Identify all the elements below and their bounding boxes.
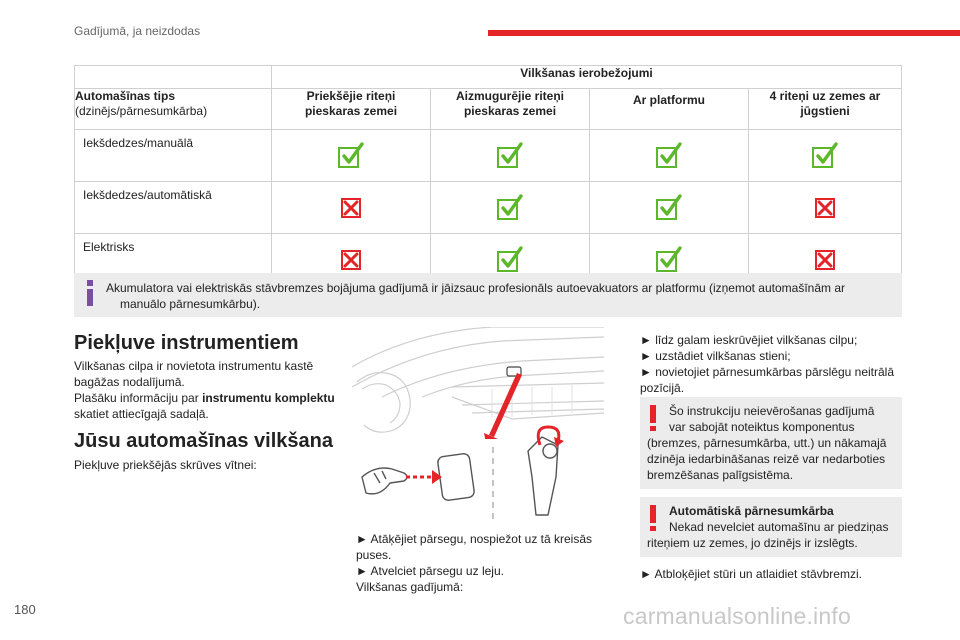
status-cell: [590, 182, 749, 234]
status-cell: [431, 182, 590, 234]
table-body: [75, 130, 902, 286]
table-group-header: Vilkšanas ierobežojumi: [272, 66, 902, 89]
status-cell: [749, 182, 902, 234]
section-tools-text: [74, 358, 344, 422]
text-line: ► Atvelciet pārsegu uz leju.: [356, 564, 504, 578]
tool-kit-emphasis: instrumentu komplektu: [202, 391, 335, 405]
warning-text: [647, 503, 899, 551]
towing-cover-illustration: [352, 327, 604, 525]
check-icon: [337, 142, 365, 170]
text-line: ► uzstādiet vilkšanas stieni;: [640, 349, 791, 363]
info-icon: [86, 280, 94, 306]
row-label: Iekšdedzes/automātiskā: [75, 182, 272, 234]
column-header-front: [272, 89, 431, 130]
status-cell: [272, 182, 431, 234]
table-row: [75, 130, 902, 182]
status-cell: [431, 130, 590, 182]
cross-icon: [337, 194, 365, 222]
status-cell: [272, 130, 431, 182]
text-line: Šo instrukciju neievērošanas gadījumā: [669, 404, 875, 418]
table-group-header-row: [75, 66, 902, 89]
header-accent-bar: [488, 30, 960, 36]
column-header-line: pieskaras zemei: [463, 104, 557, 118]
section-title-tools: Piekļuve instrumentiem: [74, 332, 299, 354]
row-header-subtitle: (dzinējs/pārnesumkārba): [75, 104, 208, 118]
check-icon: [655, 142, 683, 170]
column-header-rear: [431, 89, 590, 130]
text-line: skatiet attiecīgajā sadaļā.: [74, 407, 209, 421]
check-icon: [655, 246, 683, 274]
column-header-platform: [590, 89, 749, 130]
cross-icon: [811, 246, 839, 274]
warning-box-instructions: [640, 397, 902, 489]
row-label: Elektrisks: [75, 234, 272, 286]
status-cell: [590, 130, 749, 182]
section-towing-text: Piekļuve priekšējās skrūves vītnei:: [74, 458, 257, 472]
check-icon: [496, 246, 524, 274]
text-line: ► līdz galam ieskrūvējiet vilkšanas cilpu;: [640, 333, 858, 347]
column-header-line: Priekšējie riteņi: [306, 89, 396, 103]
text-line: (bremzes, pārnesumkārba, utt.) un nākamajā: [647, 436, 887, 450]
check-icon: [811, 142, 839, 170]
check-icon: [496, 194, 524, 222]
row-header-title: Automašīnas tips: [75, 89, 176, 103]
text-line: dzinēja iedarbināšanas reizē var nedarboties: [647, 452, 886, 466]
text-line: pozīcijā.: [640, 381, 685, 395]
warning-title: Automātiskā pārnesumkārba: [669, 504, 834, 518]
text-line: bremzēšanas palīgsistēma.: [647, 468, 794, 482]
check-icon: [496, 142, 524, 170]
text-line: puses.: [356, 548, 392, 562]
running-header: Gadījumā, ja neizdodas: [74, 24, 201, 38]
warning-text: [647, 403, 899, 483]
text-line: Vilkšanas cilpa ir novietota instrumentu kastē: [74, 359, 314, 373]
text-line: ► Atāķējiet pārsegu, nospiežot uz tā kreisās: [356, 532, 593, 546]
table-column-header-row: [75, 89, 902, 130]
column-header-line: 4 riteņi uz zemes ar: [769, 89, 881, 103]
towing-steps: [640, 332, 902, 396]
column-header-towbar: [749, 89, 902, 130]
towing-limits-table: [74, 65, 902, 286]
watermark: carmanualsonline.info: [623, 603, 851, 629]
info-line: manuālo pārnesumkārbu).: [120, 297, 261, 311]
status-cell: [749, 130, 902, 182]
column-header-line: Aizmugurējie riteņi: [455, 89, 565, 103]
page-number: 180: [14, 602, 36, 617]
text-line: Plašāku informāciju par: [74, 391, 203, 405]
final-step: ► Atbloķējiet stūri un atlaidiet stāvbremzi.: [640, 567, 862, 581]
column-header-line: Ar platformu: [633, 93, 705, 107]
warning-box-automatic: [640, 497, 902, 557]
cross-icon: [811, 194, 839, 222]
info-line: Akumulatora vai elektriskās stāvbremzes bojājuma gadījumā ir jāizsauc profesionāls autoevakuators ar platformu (izņemot automašīnām ar: [106, 281, 846, 295]
row-header-cell: [75, 89, 272, 130]
row-label: Iekšdedzes/manuālā: [75, 130, 272, 182]
info-text: [106, 280, 886, 312]
text-line: Vilkšanas gadījumā:: [356, 580, 464, 594]
table-corner-cell: [75, 66, 272, 89]
text-line: bagāžas nodalījumā.: [74, 375, 185, 389]
illustration-caption: [356, 531, 606, 595]
column-header-line: jūgstieni: [800, 104, 850, 118]
cross-icon: [337, 246, 365, 274]
text-line: Nekad nevelciet automašīnu ar piedziņas: [669, 520, 889, 534]
check-icon: [655, 194, 683, 222]
table-row: [75, 182, 902, 234]
text-line: ► novietojiet pārnesumkārbas pārslēgu neitrālā: [640, 365, 895, 379]
text-line: riteņiem uz zemes, jo dzinējs ir izslēgts.: [647, 536, 858, 550]
column-header-line: pieskaras zemei: [304, 104, 398, 118]
text-line: var sabojāt noteiktus komponentus: [669, 420, 855, 434]
section-title-towing: Jūsu automašīnas vilkšana: [74, 430, 334, 452]
